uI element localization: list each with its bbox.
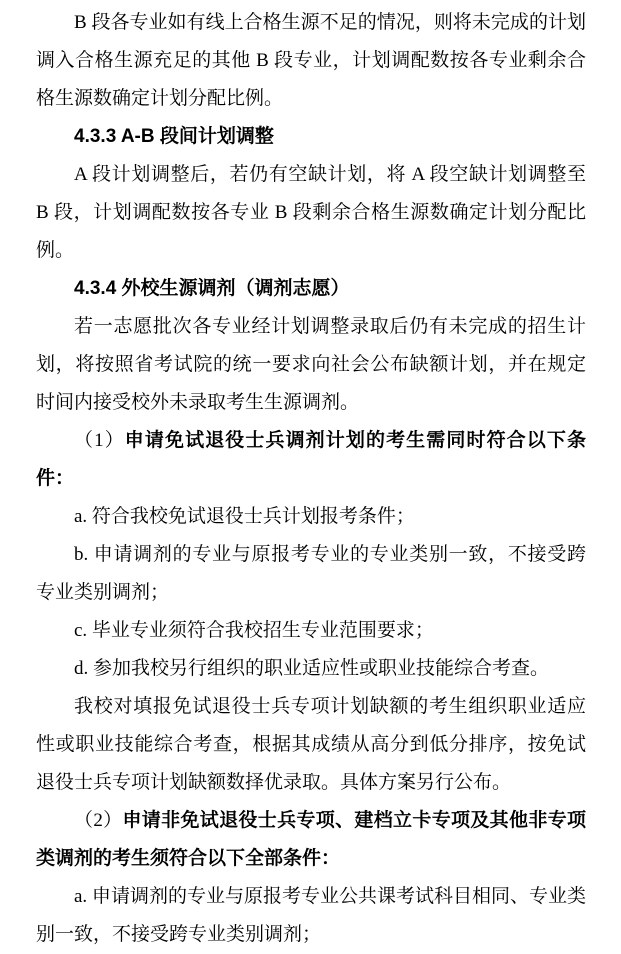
item-2-bold-text: 申请非免试退役士兵专项、建档立卡专项及其他非专项类调剂的考生须符合以下全部条件： — [36, 810, 586, 869]
paragraph-a-section-adjustment: A 段计划调整后，若仍有空缺计划，将 A 段空缺计划调整至 B 段，计划调配数按各专业 B 段剩余合格生源数确定计划分配比例。 — [36, 164, 586, 261]
paragraph-aptitude-ranking: 我校对填报免试退役士兵专项计划缺额的考生组织职业适应性或职业技能综合考查，根据其成绩从高分到低分排序，按免试退役士兵专项计划缺额数择优录取。具体方案另行公布。 — [36, 696, 586, 793]
list-item-a-exempt-veteran: a. 符合我校免试退役士兵计划报考条件； — [74, 506, 415, 527]
item-1-bold-text: 申请免试退役士兵调剂计划的考生需同时符合以下条件： — [36, 430, 586, 489]
item-1-exempt-veteran-conditions — [36, 422, 586, 498]
heading-4-3-3-ab-section-plan-adjustment: 4.3.3 A-B 段间计划调整 — [74, 126, 274, 147]
list-item-a-same-exam-subjects: a. 申请调剂的专业与原报考专业公共课考试科目相同、专业类别一致，不接受跨专业类别调剂； — [36, 886, 586, 945]
paragraph-b-section-shortfall: B 段各专业如有线上合格生源不足的情况，则将未完成的计划调入合格生源充足的其他 B 段专业，计划调配数按各专业剩余合格生源数确定计划分配比例。 — [36, 12, 586, 109]
item-2-number: （2） — [74, 810, 123, 831]
item-1-number: （1） — [74, 430, 125, 451]
list-item-c-graduation-major: c. 毕业专业须符合我校招生专业范围要求； — [74, 620, 434, 641]
item-2-non-exempt-conditions — [36, 802, 586, 878]
list-item-d-aptitude-test: d. 参加我校另行组织的职业适应性或职业技能综合考查。 — [74, 658, 550, 679]
list-item-b-same-category: b. 申请调剂的专业与原报考专业的专业类别一致，不接受跨专业类别调剂； — [36, 544, 586, 603]
heading-4-3-4-external-transfer: 4.3.4 外校生源调剂（调剂志愿） — [74, 278, 350, 299]
paragraph-vacancy-announcement: 若一志愿批次各专业经计划调整录取后仍有未完成的招生计划，将按照省考试院的统一要求向社会公布缺额计划，并在规定时间内接受校外未录取考生生源调剂。 — [36, 316, 586, 413]
